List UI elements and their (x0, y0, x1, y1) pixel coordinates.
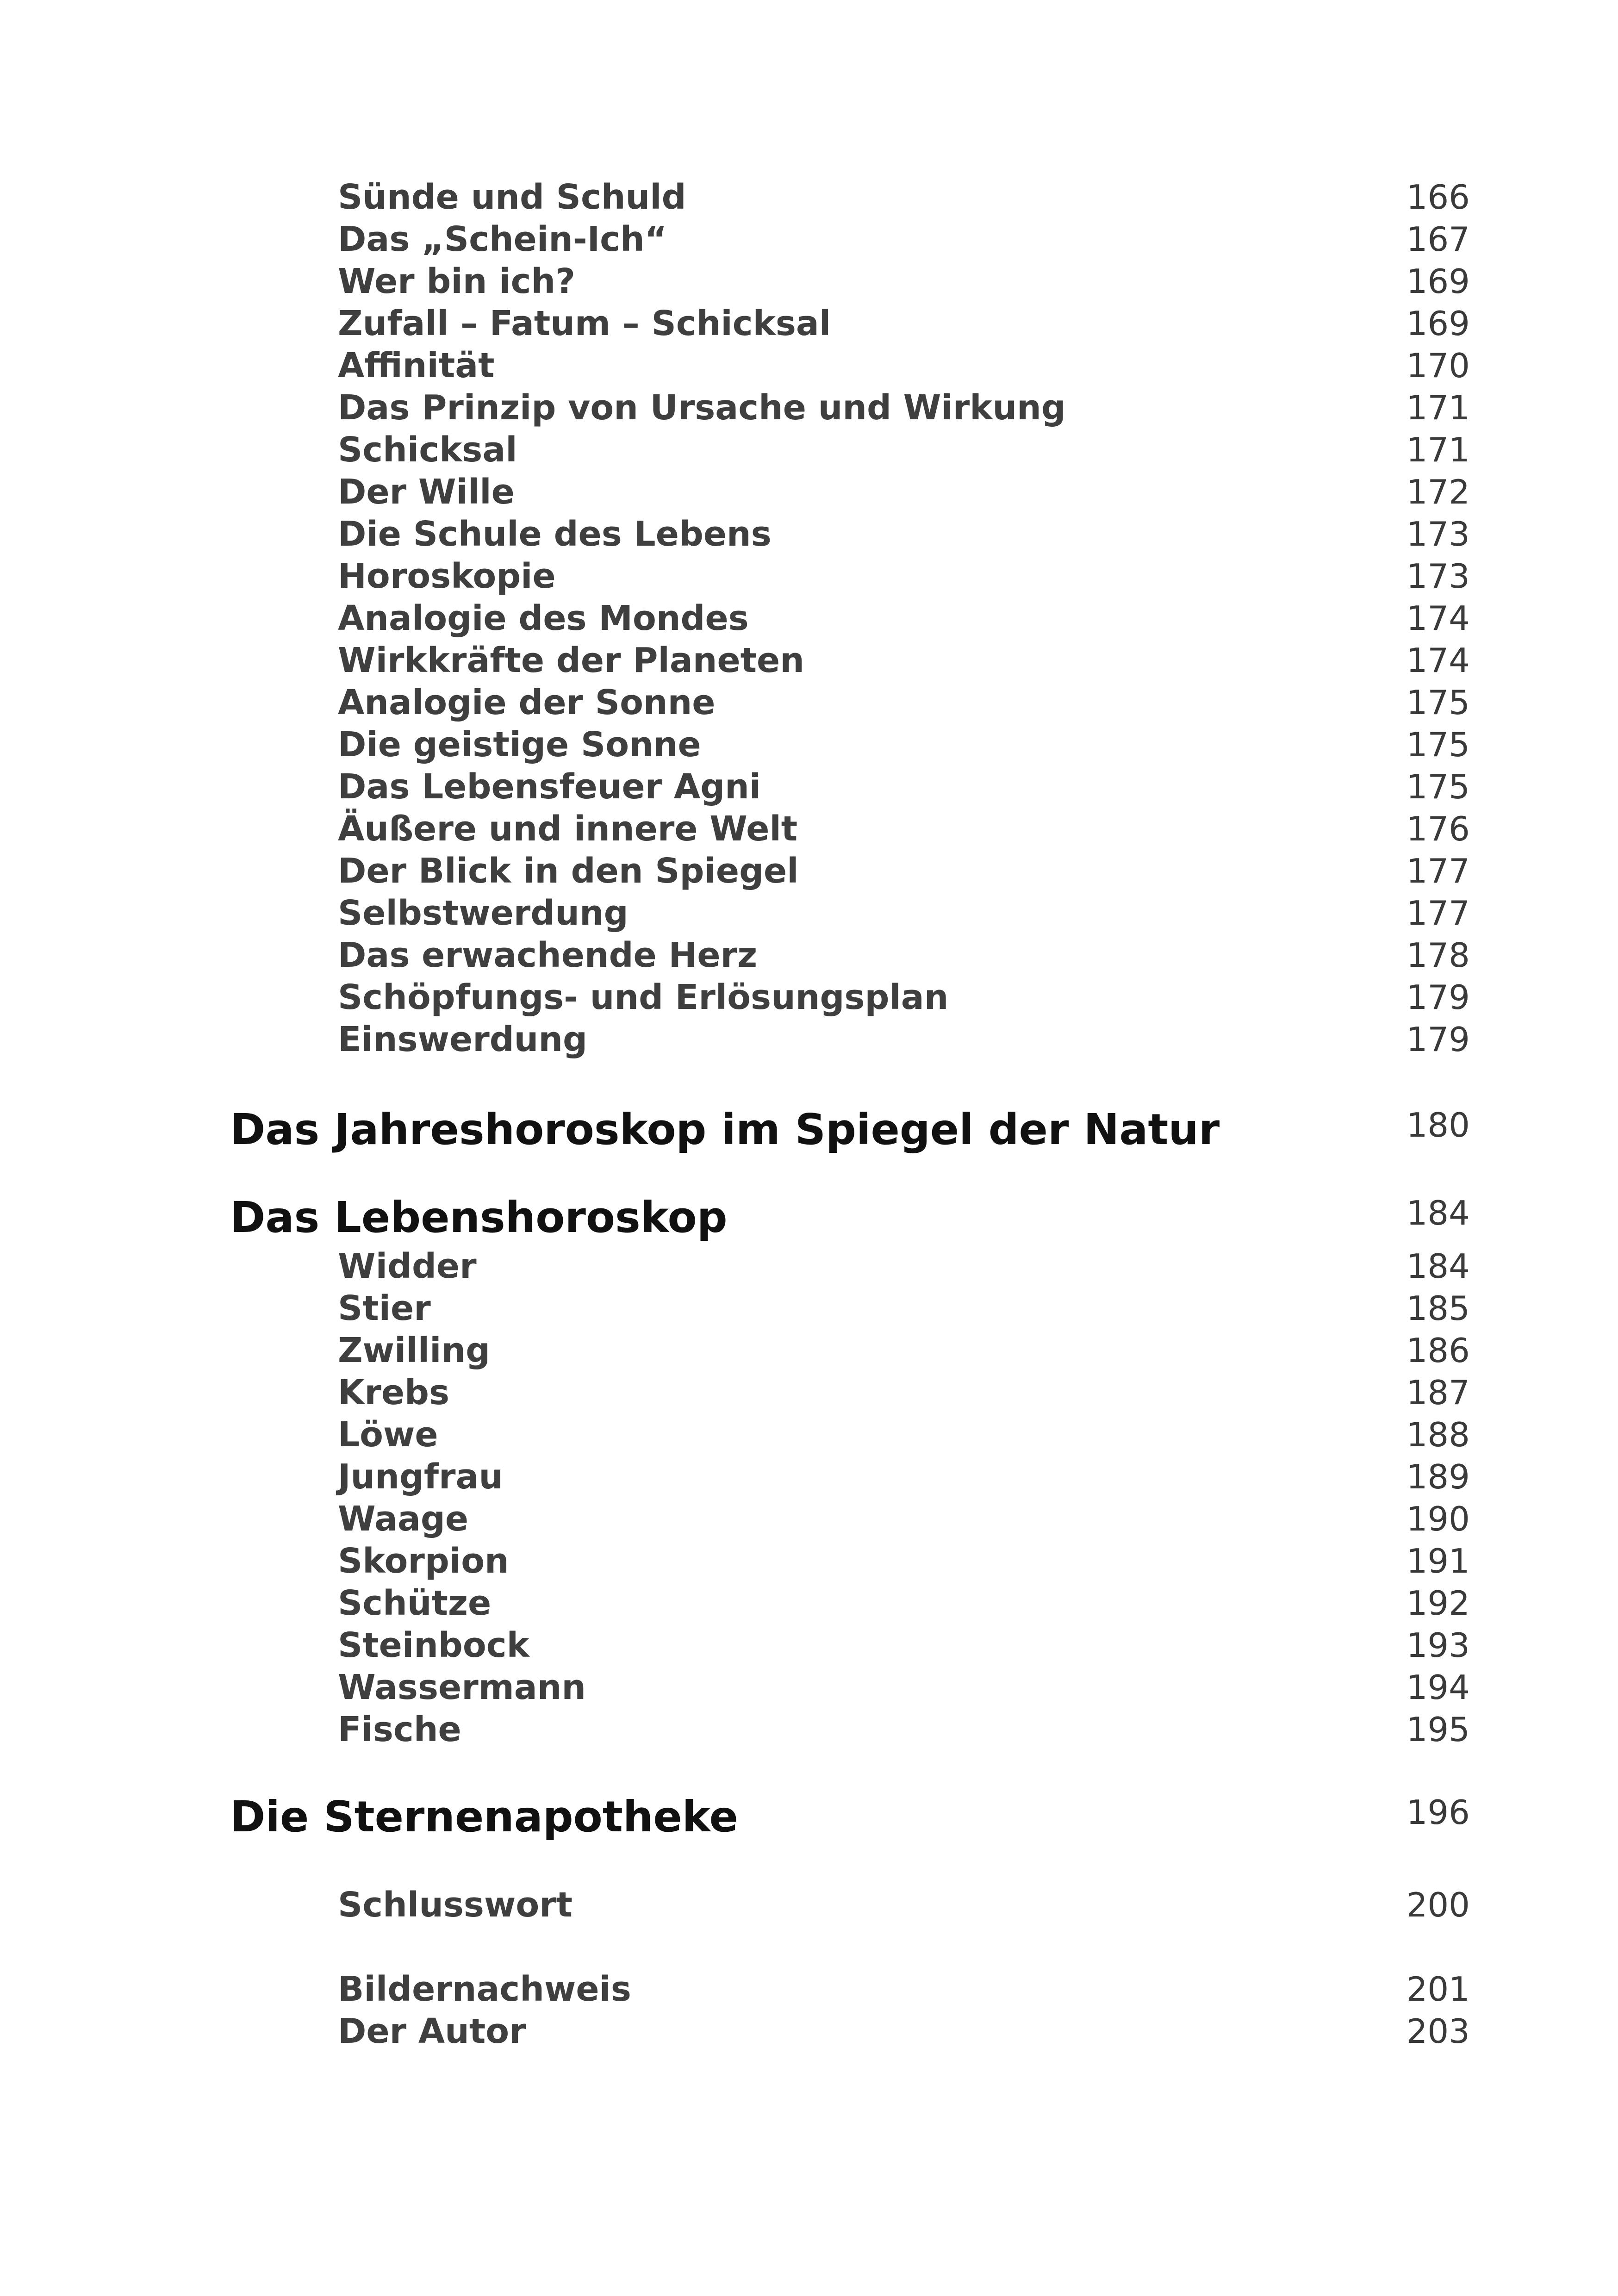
toc-entry (0, 976, 1618, 1019)
toc-entry (0, 1666, 1618, 1709)
toc-entry (0, 639, 1618, 682)
toc-entry-page: 200 (1406, 1885, 1470, 1924)
toc-entry-page: 193 (1406, 1626, 1470, 1665)
toc-entry-title: Der Blick in den Spiegel (338, 851, 799, 891)
toc-entry-title: Die geistige Sonne (338, 725, 701, 765)
toc-entry-title: Wirkkräfte der Planeten (338, 641, 804, 680)
toc-entry (0, 681, 1618, 724)
toc-entry (0, 555, 1618, 597)
toc-entry-title: Steinbock (338, 1625, 529, 1665)
toc-entry-page: 187 (1406, 1373, 1470, 1412)
toc-entry (0, 429, 1618, 471)
toc-entry (0, 934, 1618, 977)
toc-entry-page: 170 (1406, 346, 1470, 385)
toc-entry-title: Wer bin ich? (338, 261, 576, 301)
toc-entry (0, 1371, 1618, 1414)
toc-entry-page: 174 (1406, 641, 1470, 680)
toc-entry-page: 167 (1406, 220, 1470, 259)
toc-entry-page: 174 (1406, 599, 1470, 638)
toc-entry (0, 344, 1618, 387)
toc-entry-page: 195 (1406, 1710, 1470, 1749)
toc-chapter-page: 184 (1406, 1194, 1470, 1232)
toc-entry-page: 172 (1406, 473, 1470, 511)
toc-entry-page: 194 (1406, 1668, 1470, 1707)
toc-entry (0, 1498, 1618, 1540)
toc-entry (0, 176, 1618, 218)
toc-entry (0, 1708, 1618, 1751)
toc-entry-page: 173 (1406, 557, 1470, 596)
toc-entry (0, 260, 1618, 303)
toc-entry-title: Affinität (338, 346, 495, 386)
toc-entry-title: Schlusswort (338, 1885, 573, 1925)
toc-entry (0, 1413, 1618, 1456)
toc-entry-title: Stier (338, 1288, 431, 1328)
toc-entry-page: 186 (1406, 1331, 1470, 1370)
toc-entry (0, 597, 1618, 640)
toc-entry-title: Horoskopie (338, 556, 556, 596)
toc-entry-title: Die Schule des Lebens (338, 514, 772, 554)
toc-entry-page: 192 (1406, 1584, 1470, 1623)
toc-entry (0, 386, 1618, 429)
toc-entry (0, 471, 1618, 513)
toc-entry-title: Löwe (338, 1415, 438, 1455)
toc-entry-page: 185 (1406, 1289, 1470, 1328)
toc-entry (0, 1456, 1618, 1498)
toc-chapter-title: Das Lebenshoroskop (230, 1193, 728, 1242)
toc-entry-title: Sünde und Schuld (338, 177, 686, 217)
toc-entry (0, 1018, 1618, 1061)
toc-entry-title: Fische (338, 1710, 461, 1749)
toc-chapter (0, 1193, 1618, 1242)
toc-entry (0, 1624, 1618, 1667)
toc-entry (0, 1968, 1618, 2010)
toc-entry-title: Selbstwerdung (338, 893, 629, 933)
toc-entry-title: Das „Schein-Ich“ (338, 219, 667, 259)
toc-entry (0, 1884, 1618, 1926)
toc-entry-page: 175 (1406, 767, 1470, 806)
toc-entry (0, 1540, 1618, 1582)
toc-entry-page: 177 (1406, 894, 1470, 933)
toc-entry-page: 188 (1406, 1415, 1470, 1454)
toc-entry (0, 513, 1618, 555)
toc-entry-title: Zwilling (338, 1331, 491, 1370)
toc-entry (0, 765, 1618, 808)
toc-chapter-page: 196 (1406, 1793, 1470, 1832)
toc-entry-title: Wassermann (338, 1668, 586, 1707)
toc-entry-page: 203 (1406, 2012, 1470, 2051)
toc-entry-page: 176 (1406, 809, 1470, 848)
toc-entry-page: 166 (1406, 178, 1470, 217)
toc-entry-title: Der Wille (338, 472, 515, 512)
toc-chapter (0, 1792, 1618, 1842)
toc-entry-title: Waage (338, 1499, 469, 1539)
toc-entry (0, 1287, 1618, 1330)
toc-chapter-title: Das Jahreshoroskop im Spiegel der Natur (230, 1105, 1220, 1154)
toc-entry-page: 177 (1406, 852, 1470, 890)
toc-entry-page: 189 (1406, 1457, 1470, 1496)
toc-entry-title: Einswerdung (338, 1020, 587, 1059)
toc-entry-page: 179 (1406, 978, 1470, 1017)
toc-chapter-page: 180 (1406, 1106, 1470, 1145)
toc-entry (0, 808, 1618, 850)
toc-entry-page: 171 (1406, 388, 1470, 427)
toc-entry-page: 191 (1406, 1542, 1470, 1580)
toc-entry-title: Zufall – Fatum – Schicksal (338, 304, 831, 343)
toc-entry-page: 169 (1406, 262, 1470, 301)
toc-entry-title: Analogie der Sonne (338, 683, 716, 722)
toc-entry-page: 190 (1406, 1500, 1470, 1538)
toc-entry (0, 892, 1618, 934)
toc-entry-title: Jungfrau (338, 1457, 504, 1497)
toc-entry (0, 218, 1618, 261)
toc-entry-title: Das Lebensfeuer Agni (338, 767, 761, 807)
toc-entry-page: 178 (1406, 936, 1470, 975)
toc-entry-title: Äußere und innere Welt (338, 809, 798, 849)
toc-entry-page: 173 (1406, 515, 1470, 554)
toc-entry-page: 201 (1406, 1970, 1470, 2009)
toc-entry-page: 175 (1406, 683, 1470, 722)
toc-entry-title: Das Prinzip von Ursache und Wirkung (338, 388, 1066, 428)
toc-entry (0, 850, 1618, 892)
toc-entry (0, 1329, 1618, 1372)
toc-entry-title: Das erwachende Herz (338, 935, 758, 975)
toc-entry-title: Schöpfungs- und Erlösungsplan (338, 977, 949, 1017)
toc-entry (0, 2010, 1618, 2053)
toc-entry-page: 179 (1406, 1020, 1470, 1059)
toc-entry-title: Der Autor (338, 2011, 526, 2051)
toc-entry (0, 1582, 1618, 1624)
toc-entry-title: Bildernachweis (338, 1969, 631, 2009)
toc-entry-title: Schicksal (338, 430, 517, 470)
toc-entry (0, 302, 1618, 345)
toc-entry-title: Widder (338, 1246, 477, 1286)
toc-entry-page: 175 (1406, 725, 1470, 764)
toc-entry-title: Krebs (338, 1373, 450, 1412)
toc-chapter-title: Die Sternenapotheke (230, 1792, 738, 1842)
toc-entry (0, 1245, 1618, 1288)
toc-entry (0, 723, 1618, 766)
toc-entry-page: 171 (1406, 430, 1470, 469)
toc-entry-title: Skorpion (338, 1541, 509, 1581)
toc-entry-title: Schütze (338, 1583, 492, 1623)
toc-entry-page: 169 (1406, 304, 1470, 343)
toc-entry-title: Analogie des Mondes (338, 598, 749, 638)
toc-entry-page: 184 (1406, 1247, 1470, 1286)
toc-chapter (0, 1105, 1618, 1154)
